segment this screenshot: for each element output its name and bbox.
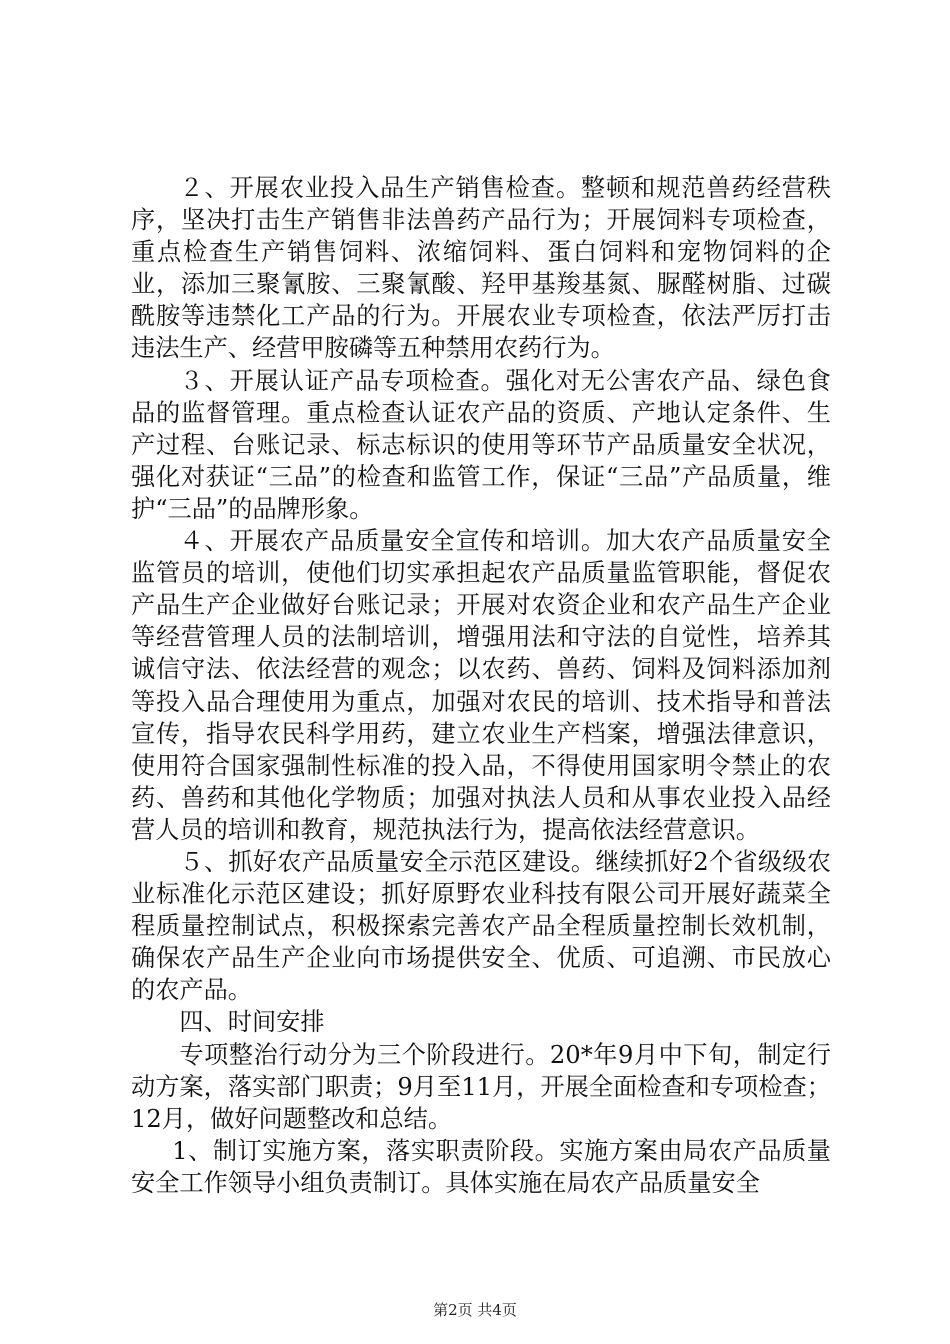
- paragraph-input-inspection: ２、开展农业投入品生产销售检查。整顿和规范兽药经营秩序，坚决打击生产销售非法兽药产品行为；开展饲料专项检查，重点检查生产销售饲料、浓缩饲料、蛋白饲料和宠物饲料的企业，添加三聚氰胺、三聚氰酸、羟甲基羧基氮、脲醛树脂、过碳酰胺等违禁化工产品的行为。开展农业专项检查，依法严厉打击违法生产、经营甲胺磷等五种禁用农药行为。: [131, 174, 831, 363]
- paragraph-schedule-stages: 专项整治行动分为三个阶段进行。20*年9月中下旬，制定行动方案，落实部门职责；9月至11月，开展全面检查和专项检查；12月，做好问题整改和总结。: [131, 1040, 831, 1133]
- paragraph-publicity-training: ４、开展农产品质量安全宣传和培训。加大农产品质量安全监管员的培训，使他们切实承担起农产品质量监管职能，督促农产品生产企业做好台账记录；开展对农资企业和农产品生产企业等经营管理人员的法制培训，增强用法和守法的自觉性，培养其诚信守法、依法经营的观念；以农药、兽药、饲料及饲料添加剂等投入品合理使用为重点，加强对农民的培训、技术指导和普法宣传，指导农民科学用药，建立农业生产档案，增强法律意识，使用符合国家强制性标准的投入品，不得使用国家明令禁止的农药、兽药和其他化学物质；加强对执法人员和从事农业投入品经营人员的培训和教育，规范执法行为，提高依法经营意识。: [131, 527, 831, 844]
- paragraph-demonstration-zone: ５、抓好农产品质量安全示范区建设。继续抓好2个省级级农业标准化示范区建设；抓好原野农业科技有限公司开展好蔬菜全程质量控制试点，积极探索完善农产品全程质量控制长效机制，确保农产品生产企业向市场提供安全、优质、可追溯、市民放心的农产品。: [131, 847, 831, 1005]
- page-number-footer: 第2页 共4页: [433, 1301, 517, 1319]
- paragraph-stage-one: 1、制订实施方案，落实职责阶段。实施方案由局农产品质量安全工作领导小组负责制订。具体实施在局农产品质量安全: [131, 1136, 831, 1197]
- section-heading-schedule: 四、时间安排: [179, 1008, 325, 1037]
- paragraph-certified-products: ３、开展认证产品专项检查。强化对无公害农产品、绿色食品的监督管理。重点检查认证农产品的资质、产地认定条件、生产过程、台账记录、标志标识的使用等环节产品质量安全状况，强化对获证“三品”的检查和监管工作，保证“三品”产品质量，维护“三品”的品牌形象。: [131, 366, 831, 523]
- document-body: [131, 172, 831, 1199]
